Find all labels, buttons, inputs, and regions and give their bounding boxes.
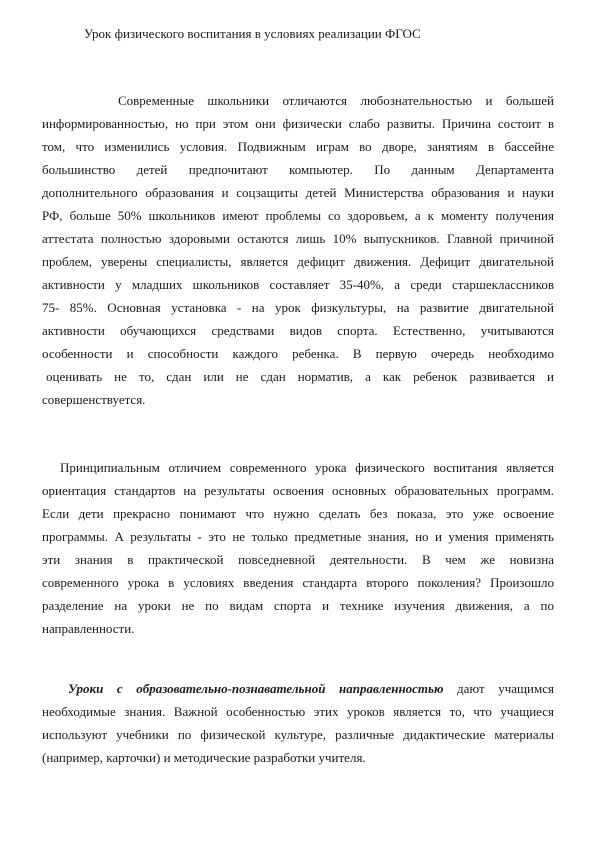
text-line: активности у младших школьников составляет 35-40%, а среди старшеклассников bbox=[42, 277, 554, 292]
text-line: аттестата полностью здоровыми остаются лишь 10% выпускников. Главной причиной bbox=[42, 231, 554, 246]
text-line: проблем, уверены специалисты, является дефицит движения. Дефицит двигательной bbox=[42, 254, 554, 269]
text-line: Если дети прекрасно понимают что нужно сделать без показа, это уже освоение bbox=[42, 506, 554, 521]
paragraph-2 bbox=[42, 456, 554, 640]
text-line: используют учебники по физической культуре, различные дидактические материалы bbox=[42, 727, 554, 742]
text-line: необходимые знания. Важной особенностью этих уроков является то, что учащиеся bbox=[42, 704, 554, 719]
text-line: 75- 85%. Основная установка - на урок физкультуры, на развитие двигательной bbox=[42, 300, 554, 315]
text-line: ориентация стандартов на результаты освоения основных образовательных программ. bbox=[42, 483, 554, 498]
text-line: активности обучающихся средствами видов спорта. Естественно, учитываются bbox=[42, 323, 554, 338]
page-header-title: Урок физического воспитания в условиях реализации ФГОС bbox=[84, 26, 421, 41]
text-line: том, что изменились условия. Подвижным играм во дворе, занятиям в бассейне bbox=[42, 139, 554, 154]
text-line: современного урока в условиях введения стандарта второго поколения? Произошло bbox=[42, 575, 554, 590]
text-line: РФ, больше 50% школьников имеют проблемы со здоровьем, а к моменту получения bbox=[42, 208, 554, 223]
text-line: совершенствуется. bbox=[42, 392, 146, 407]
text-line: дополнительного образования и соцзащиты детей Министерства образования и науки bbox=[42, 185, 554, 200]
text-line: (например, карточки) и методические разработки учителя. bbox=[42, 750, 366, 765]
text-line: направленности. bbox=[42, 621, 135, 636]
text-line: эти знания в практической повседневной деятельности. В чем же новизна bbox=[42, 552, 554, 567]
text-line: разделение на уроки не по видам спорта и технике изучения движения, а по bbox=[42, 598, 554, 613]
text-line: особенности и способности каждого ребенка. В первую очередь необходимо bbox=[42, 346, 554, 361]
emphasized-phrase: Уроки с образовательно-познавательной направленностью bbox=[68, 681, 444, 696]
text-line: информированностью, но при этом они физически слабо развиты. Причина состоит в bbox=[42, 116, 554, 131]
text-line: программы. А результаты - это не только предметные знания, но и умения применять bbox=[42, 529, 554, 544]
paragraph-1 bbox=[42, 89, 554, 411]
text-line bbox=[42, 677, 554, 700]
text-fragment: дают учащимся bbox=[443, 681, 554, 696]
text-line: оценивать не то, сдан или не сдан норматив, а как ребенок развивается и bbox=[46, 369, 554, 384]
text-line: большинство детей предпочитают компьютер. По данным Департамента bbox=[42, 162, 554, 177]
paragraph-3 bbox=[42, 677, 554, 769]
text-line: Современные школьники отличаются любознательностью и большей bbox=[118, 93, 554, 108]
text-line: Принципиальным отличием современного урока физического воспитания является bbox=[60, 460, 554, 475]
